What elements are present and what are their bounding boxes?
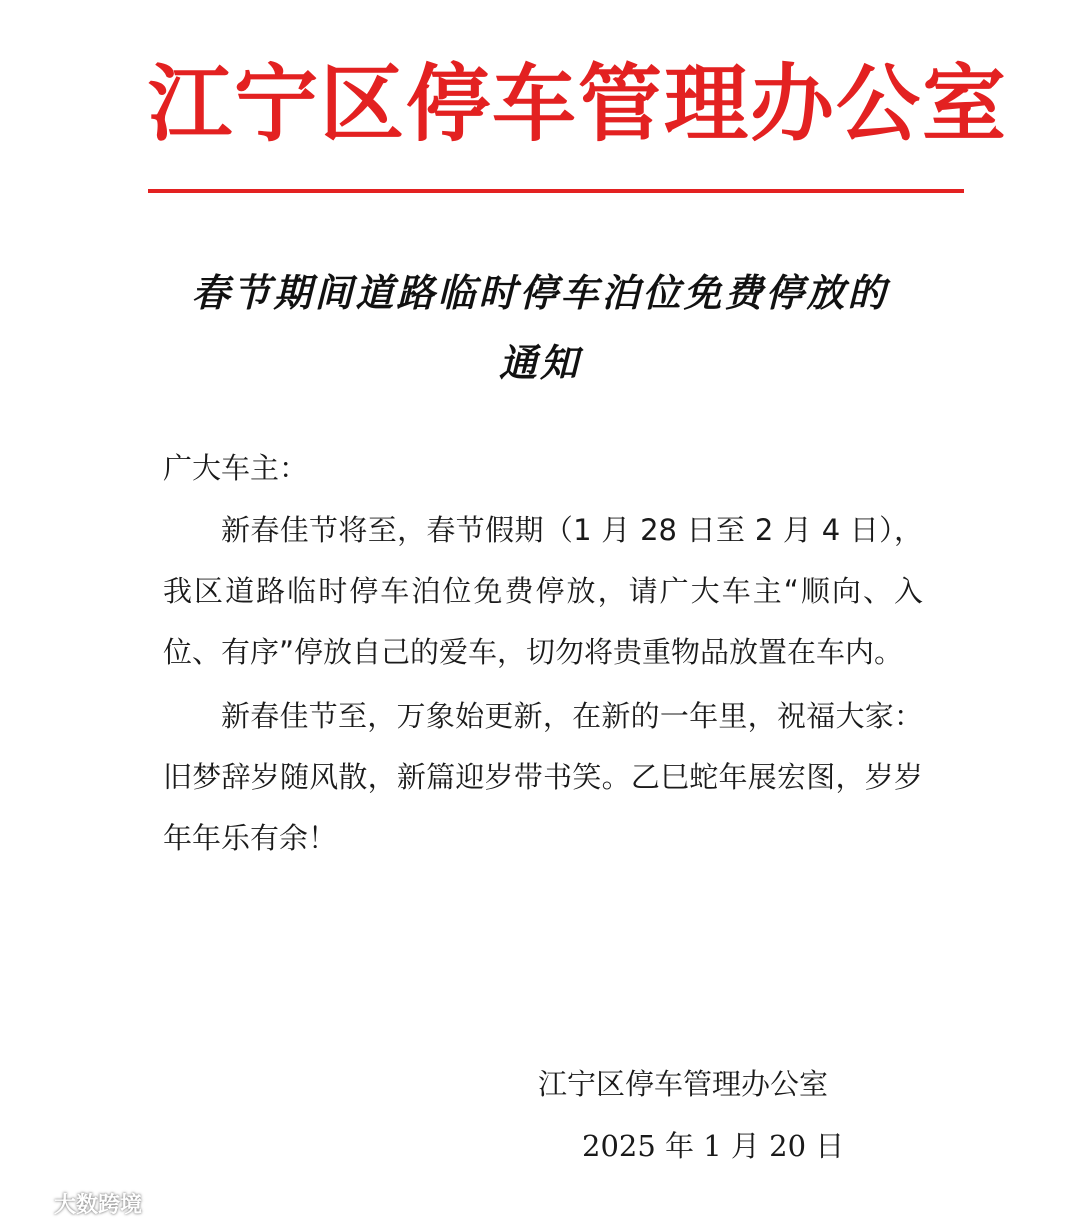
watermark: [8, 1188, 142, 1219]
brand-logo-icon: [8, 1192, 48, 1216]
salutation: 广大车主：: [163, 451, 309, 485]
signature-organization: 江宁区停车管理办公室: [538, 1067, 829, 1101]
body-paragraph-1: 新春佳节将至，春节假期（1 月 28 日至 2 月 4 日），我区道路临时停车泊位免费停放，请广大车主“顺向、入位、有序”停放自己的爱车，切勿将贵重物品放置在车内。: [163, 513, 923, 669]
watermark-text: 大数跨境: [54, 1193, 143, 1218]
letterhead-divider: [148, 189, 964, 193]
signature-date: 2025 年 1 月 20 日: [582, 1129, 845, 1163]
notice-title: [150, 258, 930, 398]
notice-title-line-1: 春节期间道路临时停车泊位免费停放的: [191, 270, 889, 315]
letterhead-title: 江宁区停车管理办公室: [148, 55, 1009, 153]
notice-title-line-2: 通知: [498, 340, 581, 385]
body-paragraph-2: 新春佳节至，万象始更新，在新的一年里，祝福大家：旧梦辞岁随风散，新篇迎岁带书笑。乙巳蛇年展宏图，岁岁年年乐有余！: [163, 699, 923, 855]
